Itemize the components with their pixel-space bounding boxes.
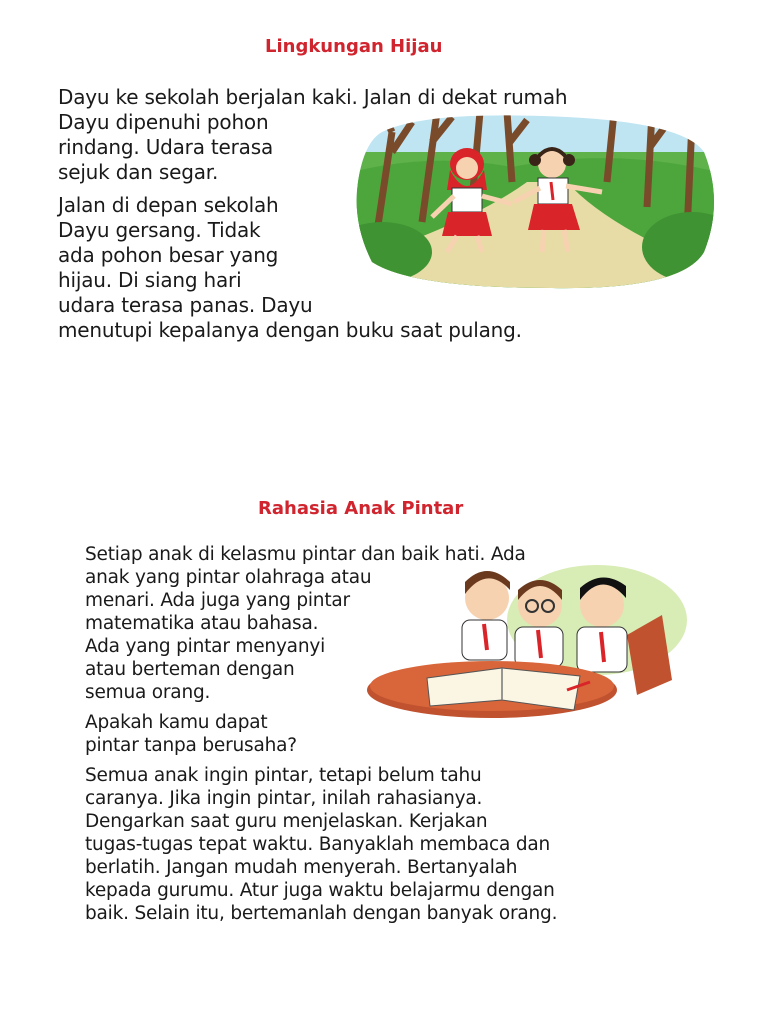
story1-line: sejuk dan segar. [58,160,219,184]
story2-line: tugas-tugas tepat waktu. Banyaklah membaca dan [85,834,551,855]
story2-line: Dengarkan saat guru menjelaskan. Kerjakan [85,811,488,832]
story2-line: caranya. Jika ingin pintar, inilah rahasianya. [85,788,483,809]
story2-line: Setiap anak di kelasmu pintar dan baik hati. Ada [85,544,526,565]
kids-reading-illustration [362,560,692,720]
story2-line: Ada yang pintar menyanyi [85,636,326,657]
girls-walking-illustration [352,112,718,292]
story1-line: rindang. Udara terasa [58,135,274,159]
story1-line: hijau. Di siang hari [58,268,242,292]
story2-line: anak yang pintar olahraga atau [85,567,372,588]
story1-line: Dayu ke sekolah berjalan kaki. Jalan di dekat rumah [58,85,568,109]
story2-line: matematika atau bahasa. [85,613,319,634]
story2-line: baik. Selain itu, bertemanlah dengan banyak orang. [85,903,558,924]
story2-line: atau berteman dengan [85,659,295,680]
story2-line: menari. Ada juga yang pintar [85,590,350,611]
story2-line: Apakah kamu dapat [85,712,268,733]
story1-line: Dayu gersang. Tidak [58,218,261,242]
story1-line: menutupi kepalanya dengan buku saat pulang. [58,318,522,342]
story1-line: Dayu dipenuhi pohon [58,110,269,134]
story2-line: kepada gurumu. Atur juga waktu belajarmu dengan [85,880,555,901]
story1-line: ada pohon besar yang [58,243,279,267]
story2-line: Semua anak ingin pintar, tetapi belum tahu [85,765,482,786]
story1-line: udara terasa panas. Dayu [58,293,313,317]
story2-title: Rahasia Anak Pintar [258,498,464,519]
story2-line: berlatih. Jangan mudah menyerah. Bertanyalah [85,857,518,878]
story2-line: semua orang. [85,682,211,703]
story1-title: Lingkungan Hijau [265,36,443,57]
story1-line: Jalan di depan sekolah [58,193,279,217]
story2-line: pintar tanpa berusaha? [85,735,297,756]
